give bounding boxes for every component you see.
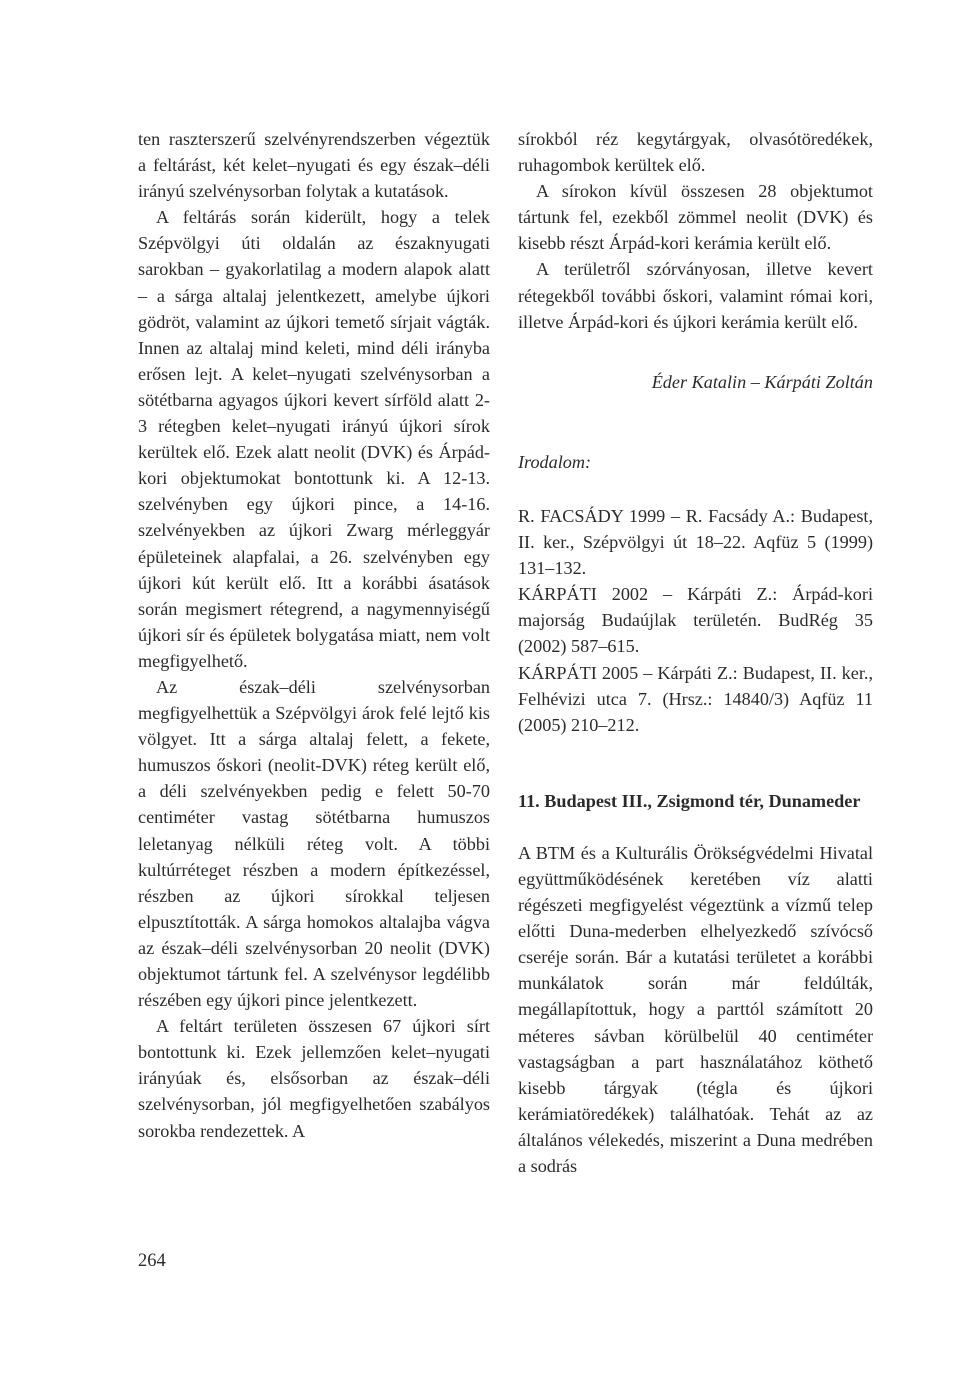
paragraph: A sírokon kívül összesen 28 objektumot tártunk fel, ezekből zömmel neolit (DVK) és kisebb részt Árpád-kori kerámia került elő. [518, 181, 873, 254]
right-column [518, 126, 873, 1179]
left-column [138, 126, 490, 1144]
reference-item: R. FACSÁDY 1999 – R. Facsády A.: Budapest, II. ker., Szépvölgyi út 18–22. Aqfüz 5 (1999) 131–132. [518, 505, 873, 579]
paragraph: ten raszterszerű szelvényrendszerben végeztük a feltárást, két kelet–nyugati és egy észak–déli irányú szelvénysorban folytak a kutatások. [138, 129, 490, 202]
section-heading: 11. Budapest III., Zsigmond tér, Dunameder [518, 790, 861, 811]
paragraph: sírokból réz kegytárgyak, olvasótöredékek, ruhagombok kerültek elő. [518, 129, 873, 176]
reference-item: KÁRPÁTI 2002 – Kárpáti Z.: Árpád-kori majorság Budaújlak területén. BudRég 35 (2002) 587–615. [518, 584, 873, 657]
references-list [518, 503, 873, 738]
author-signature: Éder Katalin – Kárpáti Zoltán [651, 371, 873, 392]
paragraph: A BTM és a Kulturális Örökségvédelmi Hivatal együttműködésének keretében víz alatti régészeti megfigyelést végeztünk a vízmű telep előtti Duna-mederben elhelyezkedő szívócső cseréje során. Bár a kutatási területet a korábbi munkálatok során már feldúlták, megállapítottuk, hogy a parttól számított 20 méteres sávban körülbelül 40 centiméter vastagságban a part használatához köthető kisebb tárgyak (tégla és újkori kerámiatöredékek) találhatóak. Tehát az az általános vélekedés, miszerint a Duna medrében a sodrás [518, 842, 873, 1176]
page-number: 264 [138, 1251, 166, 1271]
paragraph: A feltárás során kiderült, hogy a telek Szépvölgyi úti oldalán az északnyugati sarokban – gyakorlatilag a modern alapok alatt – a sárga altalaj jelentkezett, amelybe újkori gödröt, valamint az újkori temető sírjait vágták. Innen az altalaj mind keleti, mind déli irányba erősen lejt. A kelet–nyugati szelvénysorban a sötétbarna agyagos újkori kevert sírföld alatt 2-3 rétegben kelet–nyugati irányú újkori sírok kerültek elő. Ezek alatt neolit (DVK) és Árpád-kori objektumokat bontottunk ki. A 12-13. szelvényben egy újkori pince, a 14-16. szelvényekben az újkori Zwarg mérleggyár épületeinek alapfalai, a 26. szelvényben egy újkori kút került elő. Itt a korábbi ásatások során megismert rétegrend, a nagymennyiségű újkori sír és épületek bolygatása miatt, nem volt megfigyelhető. [138, 207, 490, 671]
paragraph: A területről szórványosan, illetve kevert rétegekből további őskori, valamint római kori, illetve Árpád-kori és újkori kerámia került elő. [518, 259, 873, 332]
reference-item: KÁRPÁTI 2005 – Kárpáti Z.: Budapest, II. ker., Felhévizi utca 7. (Hrsz.: 14840/3) Aqfüz 11 (2005) 210–212. [518, 662, 873, 735]
paragraph: Az észak–déli szelvénysorban megfigyelhettük a Szépvölgyi árok felé lejtő kis völgyet. Itt a sárga altalaj felett, a fekete, humuszos őskori (neolit-DVK) réteg került elő, a déli szelvényekben pedig e felett 50-70 centiméter vastag sötétbarna humuszos leletanyag nélküli réteg volt. A többi kultúrréteget részben a modern építkezéssel, részben az újkori sírokkal teljesen elpusztították. A sárga homokos altalajba vágva az észak–déli szelvénysorban 20 neolit (DVK) objektumot tártunk fel. A szelvénysor legdélibb részében egy újkori pince jelentkezett. [138, 676, 490, 1011]
references-heading: Irodalom: [518, 451, 592, 472]
paragraph: A feltárt területen összesen 67 újkori sírt bontottunk ki. Ezek jellemzően kelet–nyugati irányúak és, elsősorban az észak–déli szelvénysorban, jól megfigyelhetően szabályos sorokba rendezettek. A [138, 1016, 490, 1141]
